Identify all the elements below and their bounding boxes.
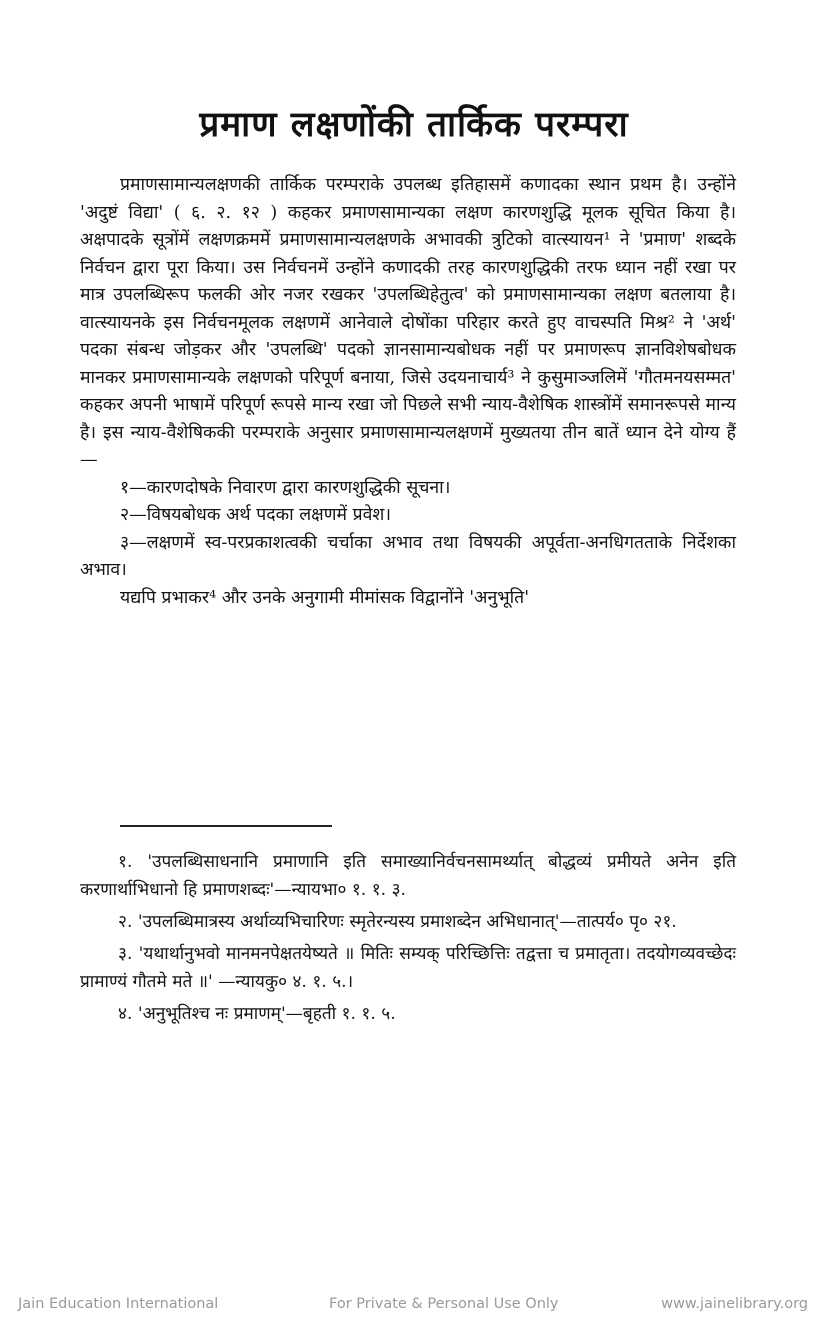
footnote-3: ३. 'यथार्थानुभवो मानमनपेक्षतयेष्यते ॥ मितिः सम्यक् परिच्छित्तिः तद्वत्ता च प्रमातृता। तदयोगव्यवच्छेदः प्रामाण्यं गौतमे मते ॥' —न्यायकु० ४. १. ५.। xyxy=(80,944,736,992)
list-item-3: ३—लक्षणमें स्व-परप्रकाशत्वकी चर्चाका अभाव तथा विषयकी अपूर्वता-अनधिगतताके निर्देशका अभाव। xyxy=(80,532,736,580)
footer-publisher: Jain Education International xyxy=(18,1296,219,1312)
closing-paragraph: यद्यपि प्रभाकर⁴ और उनके अनुगामी मीमांसक विद्वानोंने 'अनुभूति' xyxy=(120,587,530,608)
page-title: प्रमाण लक्षणोंकी तार्किक परम्परा xyxy=(199,105,629,145)
footnote-2: २. 'उपलब्धिमात्रस्य अर्थाव्यभिचारिणः स्मृतेरन्यस्य प्रमाशब्देन अभिधानात्'—तात्पर्य० पृ० २१. xyxy=(118,912,677,932)
body-paragraph: प्रमाणसामान्यलक्षणकी तार्किक परम्पराके उपलब्ध इतिहासमें कणादका स्थान प्रथम है। उन्होंने 'अदुष्टं विद्या' ( ६. २. १२ ) कहकर प्रमाणसामान्यका लक्षण कारणशुद्धि मूलक सूचित किया है। अक्षपादके सूत्रोंमें लक्षणक्रममें प्रमाणसामान्यलक्षणके अभावकी त्रुटिको वात्स्यायन¹ ने 'प्रमाण' शब्दके निर्वचन द्वारा पूरा किया। उस निर्वचनमें उन्होंने कणादकी तरह कारणशुद्धिकी तरफ ध्यान नहीं रखा पर मात्र उपलब्धिरूप फलकी ओर नजर रखकर 'उपलब्धिहेतुत्व' को प्रमाणसामान्यका लक्षण बतलाया है। वात्स्यायनके इस निर्वचनमूलक लक्षणमें आनेवाले दोषोंका परिहार करते हुए वाचस्पति मिश्र² ने 'अर्थ' पदका संबन्ध जोड़कर और 'उपलब्धि' पदको ज्ञानसामान्यबोधक नहीं पर प्रमाणरूप ज्ञानविशेषबोधक मानकर प्रमाणसामान्यके लक्षणको परिपूर्ण बनाया, जिसे उदयनाचार्य³ ने कुसुमाञ्जलिमें 'गौतमनयसम्मत' कहकर अपनी भाषामें परिपूर्ण रूपसे मान्य रखा जो पिछले सभी न्याय-वैशेषिक शास्त्रोंमें समानरूपसे मान्य है। इस न्याय-वैशेषिककी परम्पराके अनुसार प्रमाणसामान्यलक्षणमें मुख्यतया तीन बातें ध्यान देने योग्य हैं— xyxy=(80,175,737,470)
list-item-1: १—कारणदोषके निवारण द्वारा कारणशुद्धिकी सूचना। xyxy=(120,477,451,498)
footer-usage-note: For Private & Personal Use Only xyxy=(329,1296,559,1312)
main-body xyxy=(80,172,736,612)
footnotes xyxy=(80,848,736,1032)
footer-website-link[interactable]: www.jainelibrary.org xyxy=(661,1296,808,1312)
footnote-divider xyxy=(120,825,332,827)
footnote-4: ४. 'अनुभूतिश्च नः प्रमाणम्'—बृहती १. १. ५. xyxy=(118,1004,396,1024)
footnote-1: १. 'उपलब्धिसाधनानि प्रमाणानि इति समाख्यानिर्वचनसामर्थ्यात् बोद्धव्यं प्रमीयते अनेन इति करणार्थाभिधानो हि प्रमाणशब्दः'—न्यायभा० १. १. ३. xyxy=(80,852,736,900)
page-footer xyxy=(0,1296,828,1318)
list-item-2: २—विषयबोधक अर्थ पदका लक्षणमें प्रवेश। xyxy=(120,505,392,525)
